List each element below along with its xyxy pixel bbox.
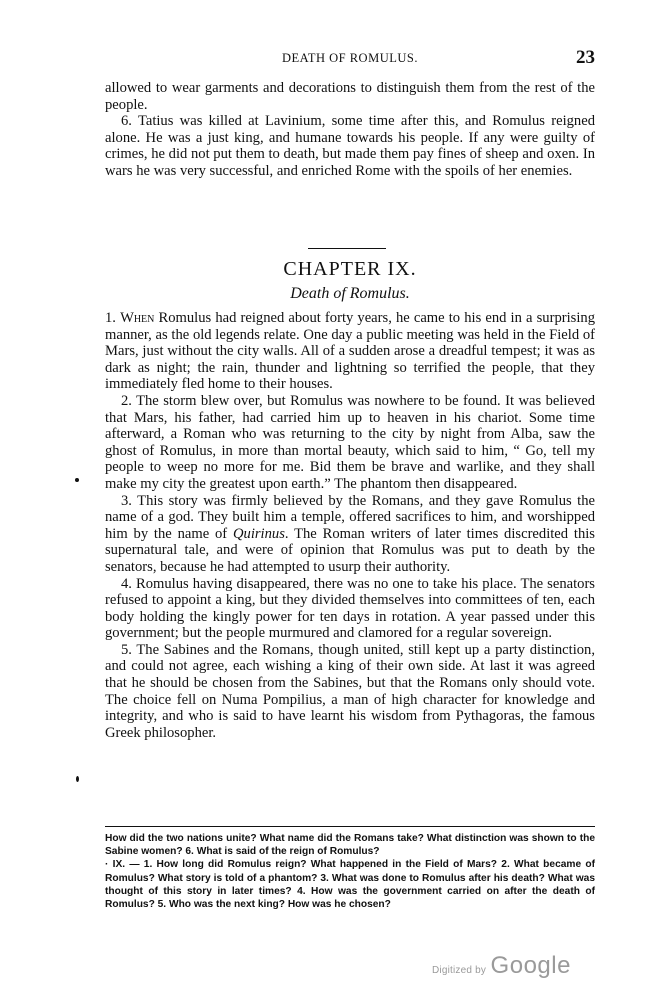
- running-head: DEATH OF ROMULUS.: [282, 51, 418, 65]
- continued-text: [105, 80, 595, 180]
- paragraph-3-text-a: 3. This story was firmly believed by the Romans, and they gave Romulus the name of a god. They built him a temple, offered sacrifices to him, and worshipped him by the name of: [105, 492, 595, 542]
- chapter-title: CHAPTER IX.: [283, 258, 417, 280]
- chapter-subtitle: Death of Romulus.: [290, 285, 410, 302]
- margin-ink-mark: [75, 478, 79, 482]
- paragraph-1-text: Romulus had reigned about forty years, he came to his end in a surprising manner, as the old legends relate. One day a public meeting was held in the Field of Mars, just without the city walls. All of a sudden arose a dreadful tempest; it was as dark as night; the rain, thunder and lightning so terrified the people, that they immediately fled home to their houses.: [105, 310, 595, 393]
- margin-ink-mark: [76, 776, 79, 782]
- paragraph-3-text-b: . The Roman writers of later times discredited this supernatural tale, and were of opinion that Romulus was put to death by the senators, because he had attempted to usurp their authority.: [105, 525, 595, 575]
- section-divider: [308, 248, 386, 249]
- paragraph-1: [105, 310, 595, 393]
- paragraph-5: 5. The Sabines and the Romans, though united, still kept up a party distinction, and could not agree, each wishing a king of their own side. At last it was agreed that he should be chosen from the Sabines, but that the Romans only should vote. The choice fell on Numa Pompilius, a man of high character for knowledge and integrity, and who is said to have learnt his wisdom from Pythagoras, the famous Greek philosopher.: [105, 641, 595, 741]
- paragraph-continued: allowed to wear garments and decorations to distinguish them from the rest of the people.: [105, 80, 595, 113]
- opening-word: When: [120, 310, 155, 326]
- quirinus-name: Quirinus: [232, 525, 285, 542]
- watermark-logo: Google: [490, 952, 571, 979]
- page-number: 23: [576, 47, 595, 68]
- paragraph-6: 6. Tatius was killed at Lavinium, some time after this, and Romulus reigned alone. He was a just king, and humane towards his people. If any were guilty of crimes, he did not put them to death, but made them pay fines of sheep and oxen. In wars he was very successful, and enriched Rome with the spoils of her enemies.: [105, 113, 595, 179]
- questions-previous-chapter: How did the two nations unite? What name did the Romans take? What distinction was shown to the Sabine women? 6. What is said of the reign of Romulus?: [105, 833, 595, 858]
- paragraph-4: 4. Romulus having disappeared, there was no one to take his place. The senators refused to appoint a king, but they divided themselves into committees of ten, each body holding the kingly power for ten days in rotation. A year passed under this government; but the people murmured and clamored for a regular sovereign.: [105, 575, 595, 642]
- questions-chapter-ix: · IX. — 1. How long did Romulus reign? What happened in the Field of Mars? 2. What became of Romulus? What story is told of a phantom? 3. What was done to Romulus after his death? What was thought of this story in later times? 4. How was the government carried on after the death of Romulus? 5. Who was the next king? How was he chosen?: [105, 859, 595, 911]
- digitized-watermark: [432, 952, 571, 980]
- paragraph-number: 1.: [105, 310, 121, 326]
- paragraph-3: [105, 493, 595, 576]
- page-header: [105, 47, 595, 69]
- paragraph-2: 2. The storm blew over, but Romulus was nowhere to be found. It was believed that Mars, his father, had carried him up to heaven in his chariot. Some time afterward, a Roman who was returning to the city by night from Alba, saw the ghost of Romulus, in more than mortal beauty, which said to him, “ Go, tell my people to weep no more for me. Bid them be brave and warlike, and they shall make my city the greatest upon earth.” The phantom then disappeared.: [105, 392, 595, 492]
- footnote-rule: [105, 826, 595, 827]
- study-questions: [105, 832, 595, 911]
- chapter-body: [105, 310, 595, 741]
- watermark-prefix: Digitized by: [432, 965, 487, 976]
